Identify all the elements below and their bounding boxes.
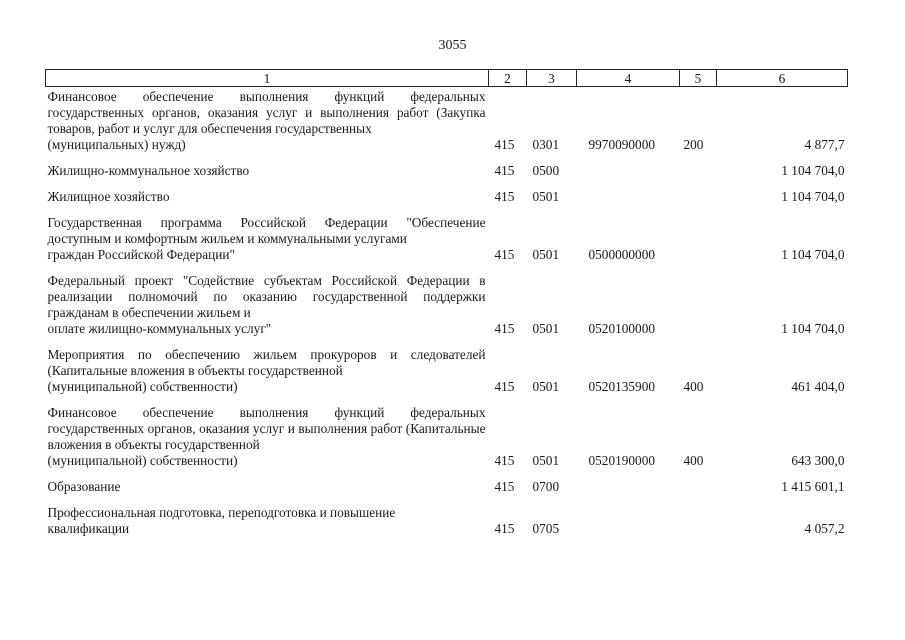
item-name-line: государственных органов, оказания услуг и выполнения работ xyxy=(47,105,429,120)
section-code: 0705 xyxy=(532,521,560,536)
amount: 461 404,0 xyxy=(791,379,845,394)
table-row xyxy=(46,263,848,337)
item-name xyxy=(46,153,489,179)
item-name-line: государственных органов, оказания услуг и выполнения работ xyxy=(47,421,403,436)
ministry-code: 415 xyxy=(494,521,515,536)
item-name-line: Жилищное хозяйство xyxy=(47,189,170,204)
ministry-code: 415 xyxy=(494,479,515,494)
table-row xyxy=(46,179,848,205)
table-row xyxy=(46,469,848,495)
item-name xyxy=(46,205,489,263)
amount: 4 057,2 xyxy=(804,521,845,536)
header-row xyxy=(46,70,848,87)
item-name-line: Финансовое обеспечение выполнения функций федеральных xyxy=(47,89,486,104)
table-row xyxy=(46,205,848,263)
table-row xyxy=(46,337,848,395)
expense-type-code xyxy=(680,179,717,205)
item-name-line: (муниципальной) собственности) xyxy=(47,379,238,394)
item-name-line: (Капитальные вложения в объекты государственной xyxy=(47,421,486,452)
ministry-code: 415 xyxy=(494,379,515,394)
expense-type-code xyxy=(680,153,717,179)
target-article-code: 0520135900 xyxy=(588,379,655,394)
item-name-line: оплате жилищно-коммунальных услуг" xyxy=(47,321,272,336)
item-name-line: квалификации xyxy=(47,521,130,536)
target-article-code xyxy=(577,153,680,179)
table-row xyxy=(46,395,848,469)
column-header-1: 1 xyxy=(46,70,489,87)
section-code: 0501 xyxy=(532,189,560,204)
item-name xyxy=(46,395,489,469)
target-article-code xyxy=(577,179,680,205)
target-article-code: 9970090000 xyxy=(588,137,655,152)
item-name-line: (Закупка товаров, работ и услуг для обеспечения государственных xyxy=(47,105,486,136)
section-code: 0501 xyxy=(532,247,560,262)
table-header xyxy=(46,70,848,87)
expense-type-code xyxy=(680,495,717,537)
ministry-code: 415 xyxy=(494,189,515,204)
target-article-code: 0520190000 xyxy=(588,453,655,468)
column-header-4: 4 xyxy=(577,70,680,87)
table-row xyxy=(46,495,848,537)
item-name-line: Федеральный проект "Содействие субъектам Российской xyxy=(47,273,398,288)
item-name-line: (Капитальные вложения в объекты государственной xyxy=(47,363,343,378)
item-name-line: Федерации в реализации полномочий по оказанию xyxy=(47,273,486,304)
amount: 1 104 704,0 xyxy=(781,189,845,204)
target-article-code: 0500000000 xyxy=(588,247,655,262)
ministry-code: 415 xyxy=(494,321,515,336)
expense-type-code: 200 xyxy=(683,137,704,152)
item-name-line: (муниципальной) собственности) xyxy=(47,453,238,468)
ministry-code: 415 xyxy=(494,137,515,152)
expense-type-code xyxy=(680,263,717,337)
column-header-3: 3 xyxy=(527,70,577,87)
table-row xyxy=(46,87,848,154)
ministry-code: 415 xyxy=(494,453,515,468)
amount: 1 104 704,0 xyxy=(781,163,845,178)
section-code: 0500 xyxy=(532,163,560,178)
item-name-line: доступным и комфортным жильем и коммунальными услугами xyxy=(47,231,407,246)
expense-type-code xyxy=(680,205,717,263)
item-name xyxy=(46,87,489,154)
column-header-6: 6 xyxy=(717,70,848,87)
item-name-line: (муниципальных) нужд) xyxy=(47,137,186,152)
item-name xyxy=(46,337,489,395)
item-name-line: Государственная программа Российской Федерации "Обеспечение xyxy=(47,215,486,230)
item-name xyxy=(46,495,489,537)
expense-type-code xyxy=(680,469,717,495)
section-code: 0501 xyxy=(532,453,560,468)
section-code: 0700 xyxy=(532,479,560,494)
section-code: 0301 xyxy=(532,137,560,152)
table-row xyxy=(46,153,848,179)
item-name-line: Профессиональная подготовка, переподготовка и повышение xyxy=(47,505,396,520)
item-name-line: государственной поддержки гражданам в обеспечении жильем и xyxy=(47,289,486,320)
item-name-line: Мероприятия по обеспечению жильем прокуроров и следователей xyxy=(47,347,486,362)
expense-type-code: 400 xyxy=(683,453,704,468)
item-name xyxy=(46,469,489,495)
target-article-code: 0520100000 xyxy=(588,321,655,336)
amount: 4 877,7 xyxy=(804,137,845,152)
section-code: 0501 xyxy=(532,321,560,336)
expense-type-code: 400 xyxy=(683,379,704,394)
column-header-5: 5 xyxy=(680,70,717,87)
amount: 1 104 704,0 xyxy=(781,247,845,262)
target-article-code xyxy=(577,469,680,495)
item-name-line: граждан Российской Федерации" xyxy=(47,247,235,262)
section-code: 0501 xyxy=(532,379,560,394)
ministry-code: 415 xyxy=(494,163,515,178)
budget-table xyxy=(45,69,848,537)
item-name xyxy=(46,179,489,205)
item-name-line: Жилищно-коммунальное хозяйство xyxy=(47,163,250,178)
item-name-line: Финансовое обеспечение выполнения функций федеральных xyxy=(47,405,486,420)
item-name-line: Образование xyxy=(47,479,121,494)
column-header-2: 2 xyxy=(489,70,527,87)
page-number: 3055 xyxy=(438,38,467,53)
target-article-code xyxy=(577,495,680,537)
amount: 643 300,0 xyxy=(791,453,845,468)
amount: 1 415 601,1 xyxy=(781,479,845,494)
amount: 1 104 704,0 xyxy=(781,321,845,336)
item-name xyxy=(46,263,489,337)
ministry-code: 415 xyxy=(494,247,515,262)
table-body xyxy=(46,87,848,538)
